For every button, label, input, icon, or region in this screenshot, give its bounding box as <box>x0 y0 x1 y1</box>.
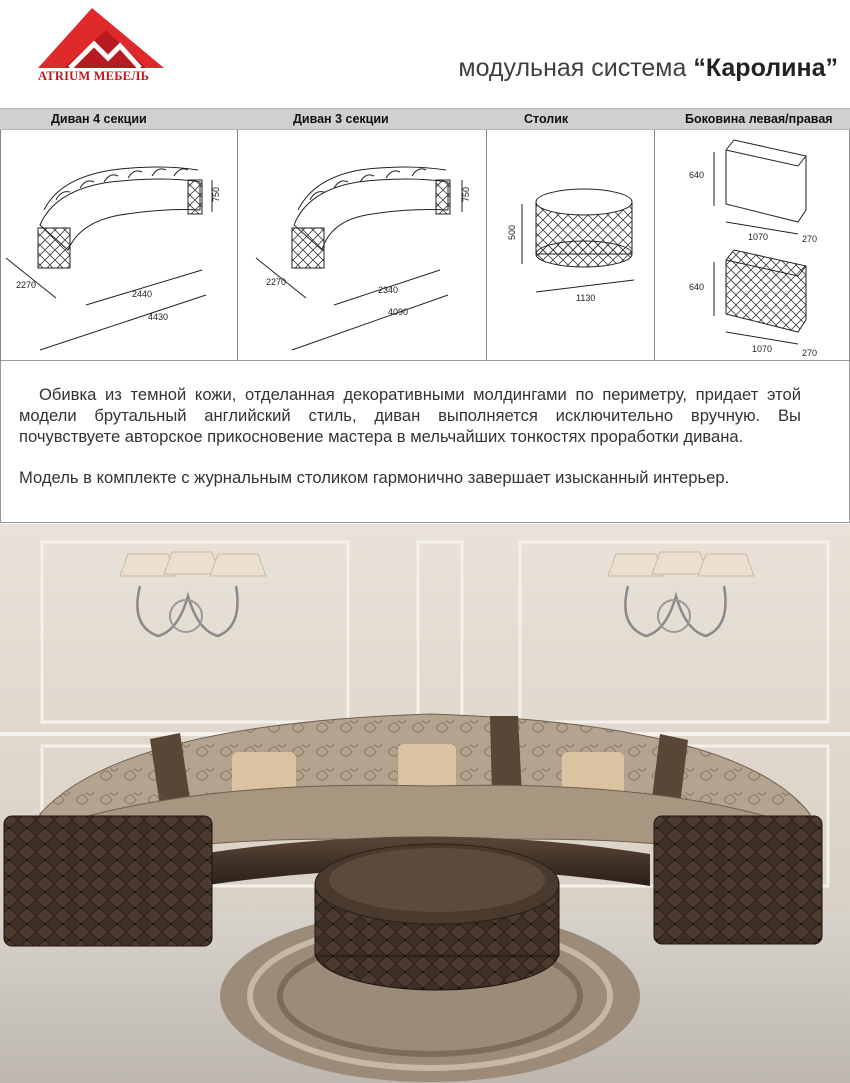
sofa3-total-length-dim: 4090 <box>388 307 409 317</box>
sofa-3-drawing <box>238 130 484 361</box>
sofa3-height-dim: 750 <box>461 186 471 202</box>
table-height-dim: 500 <box>507 224 517 240</box>
description-box <box>0 361 850 523</box>
header <box>0 0 850 108</box>
product-photo <box>0 524 850 1083</box>
sofa4-total-length-dim: 4430 <box>148 312 169 322</box>
side-top-length-dim: 1070 <box>748 232 769 242</box>
side-bottom-length-dim: 1070 <box>752 344 773 354</box>
side-top-depth-dim: 270 <box>802 234 818 244</box>
label-sofa-3: Диван 3 секции <box>293 112 389 126</box>
sofa3-depth-dim: 2270 <box>266 277 287 287</box>
side-panel-drawing <box>656 130 850 361</box>
divider <box>486 130 487 361</box>
description-paragraph-1: Обивка из темной кожи, отделанная декоративными молдингами по периметру, придает этой модели брутальный английский стиль, диван выполняется исключительно вручную. Вы почувствуете авторское прикосновение мастера в мельчайших тонкостях проработки дивана. <box>19 385 801 446</box>
logo-text: ATRIUM МЕБЕЛЬ <box>38 69 150 83</box>
title-prefix: модульная система <box>458 54 687 82</box>
table-drawing <box>488 130 652 361</box>
specs-header-bar <box>0 108 850 130</box>
divider <box>237 130 238 361</box>
title-name: “Каролина” <box>693 54 838 82</box>
side-top-height-dim: 640 <box>689 170 705 180</box>
label-table: Столик <box>524 112 569 126</box>
table-diameter-dim: 1130 <box>576 293 596 303</box>
divider <box>0 130 1 361</box>
description-paragraph-2: Модель в комплекте с журнальным столиком гармонично завершает изысканный интерьер. <box>19 468 730 487</box>
side-bottom-depth-dim: 270 <box>802 348 818 358</box>
sofa-4-drawing <box>0 130 236 361</box>
sofa4-depth-dim: 2270 <box>16 280 37 290</box>
label-sofa-4: Диван 4 секции <box>51 112 147 126</box>
page-title <box>458 54 838 83</box>
specs-panel <box>0 130 850 361</box>
label-side: Боковина левая/правая <box>685 112 833 126</box>
sofa4-height-dim: 750 <box>211 186 221 202</box>
side-bottom-height-dim: 640 <box>689 282 705 292</box>
sofa3-inner-length-dim: 2340 <box>378 285 399 295</box>
divider <box>654 130 655 361</box>
sofa4-inner-length-dim: 2440 <box>132 289 153 299</box>
